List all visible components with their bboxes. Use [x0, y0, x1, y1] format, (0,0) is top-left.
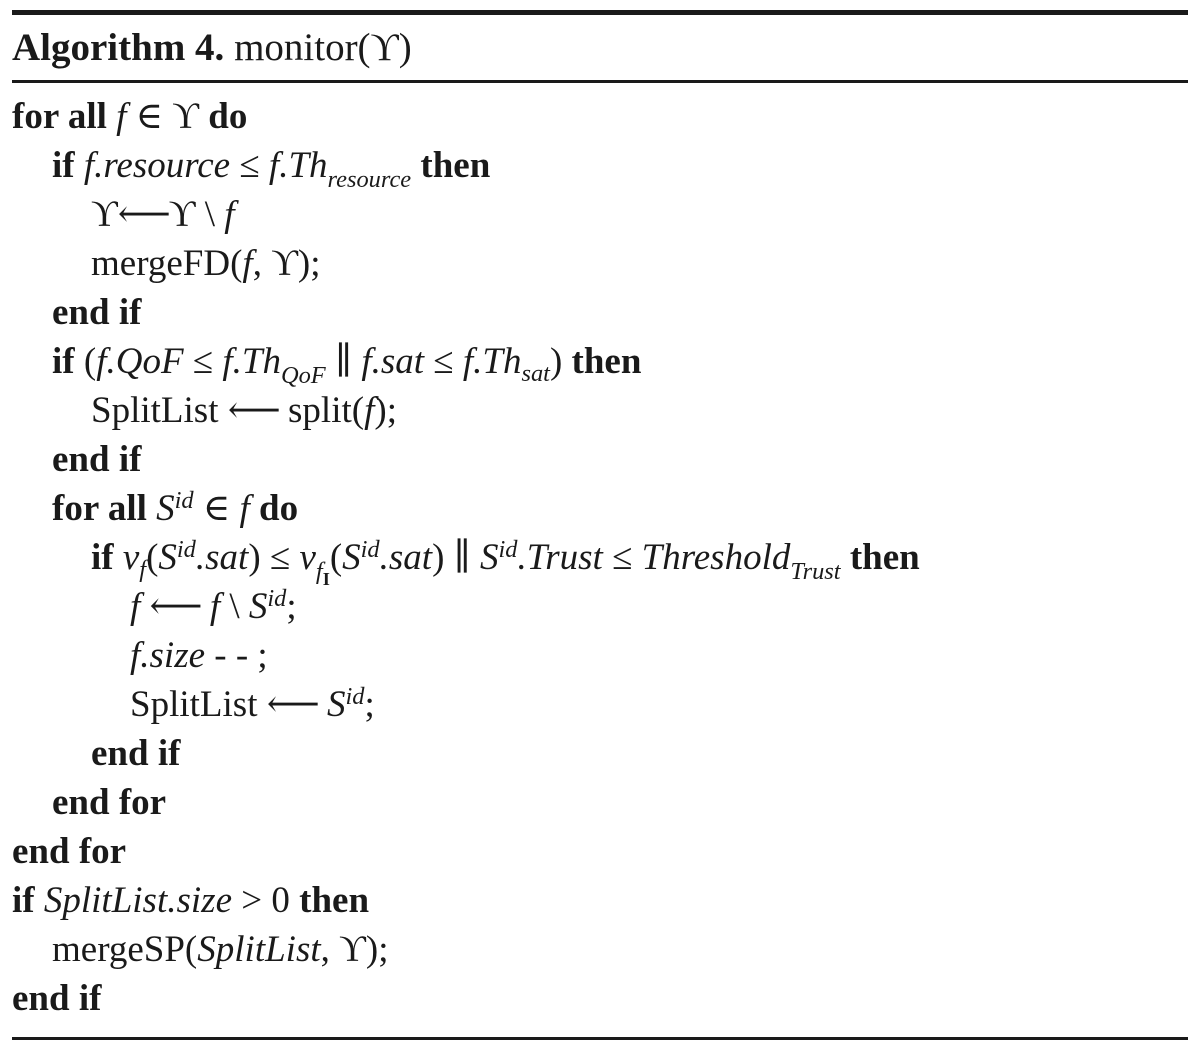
algorithm-body [12, 92, 1188, 1023]
kw-then: then [571, 341, 642, 382]
line-if-resource [12, 141, 1188, 194]
line-size-decrement [12, 631, 1188, 680]
kw-if: if [52, 145, 75, 186]
top-rule [12, 10, 1188, 15]
math-arg-upsilon: , ϒ); [320, 929, 389, 970]
kw-then: then [849, 537, 920, 578]
math-sid-in-f: $S^{id}$ ∈ f [156, 486, 250, 529]
math-arg-f: f [242, 243, 253, 284]
line-if-trust [12, 533, 1188, 589]
math-assign-arrow: ⟵ [227, 390, 279, 431]
kw-end-for: end for [12, 831, 127, 872]
caption-rule [12, 80, 1188, 83]
algorithm-title: monitor(ϒ) [234, 26, 412, 69]
call-merge-fd: mergeFD( [91, 243, 243, 284]
math-f-remove-sid: f ⟵ f \ $S^{id}$; [130, 584, 297, 627]
math-resource-condition: f.resource ≤ $f.Th_{resource}$ [83, 145, 412, 194]
math-split-list-var: SplitList [43, 880, 168, 921]
kw-if: if [91, 537, 114, 578]
math-size-attr: .size [167, 880, 232, 921]
kw-end-if: end if [52, 439, 142, 480]
math-f-size: f.size [130, 635, 206, 676]
line-remove-from-upsilon [12, 190, 1188, 239]
math-greater-than: > [241, 880, 263, 921]
line-for-all-sid [12, 484, 1188, 533]
kw-for-all: for all [52, 488, 147, 529]
line-split-list-assign [12, 386, 1188, 435]
line-merge-fd [12, 239, 1188, 288]
line-end-if [12, 288, 1188, 337]
line-end-if [12, 974, 1188, 1023]
line-end-if [12, 729, 1188, 778]
line-end-for [12, 778, 1188, 827]
math-split-list-arg: SplitList [197, 929, 321, 970]
line-merge-sp [12, 925, 1188, 974]
line-end-if [12, 435, 1188, 484]
math-decrement: - - ; [214, 635, 268, 676]
kw-if: if [12, 880, 35, 921]
algorithm-caption [12, 26, 412, 70]
kw-then: then [299, 880, 370, 921]
math-assign-arrow: ⟵ [266, 684, 318, 725]
kw-end-if: end if [52, 292, 142, 333]
kw-if: if [52, 341, 75, 382]
kw-end-for: end for [52, 782, 167, 823]
call-split: split( [288, 390, 365, 431]
bottom-rule [12, 1037, 1188, 1040]
line-remove-sid [12, 582, 1188, 631]
math-sid: $S^{id}$; [327, 682, 375, 725]
kw-do: do [259, 488, 299, 529]
math-f-in-upsilon: f ∈ ϒ [116, 96, 200, 137]
line-split-list-add [12, 680, 1188, 729]
kw-for-all: for all [12, 96, 107, 137]
var-split-list: SplitList [91, 390, 219, 431]
line-if-split-size [12, 876, 1188, 925]
line-for-all-f [12, 92, 1188, 141]
math-close-paren: ); [374, 390, 397, 431]
math-arg-upsilon: , ϒ); [252, 243, 321, 284]
kw-do: do [208, 96, 248, 137]
var-split-list: SplitList [130, 684, 258, 725]
call-merge-sp: mergeSP( [52, 929, 198, 970]
kw-then: then [420, 145, 491, 186]
line-if-qof [12, 337, 1188, 390]
kw-end-if: end if [91, 733, 181, 774]
kw-end-if: end if [12, 978, 102, 1019]
math-qof-condition: ($f.QoF \le f.Th_{QoF}$ ∥ $f.sat \le f.Th_{sat}$) [83, 341, 563, 390]
math-arg-f: f [364, 390, 375, 431]
math-trust-condition: $v_f(S^{id}.sat) \le v_{f_I}(S^{id}.sat)$ ∥ $S^{id}.Trust$ ≤ Threshold$_{Trust}$ [122, 535, 841, 589]
line-end-for [12, 827, 1188, 876]
algorithm-label: Algorithm 4. [12, 26, 225, 69]
math-zero: 0 [271, 880, 290, 921]
math-upsilon-assign: ϒ⟵ϒ \ f [91, 194, 235, 235]
